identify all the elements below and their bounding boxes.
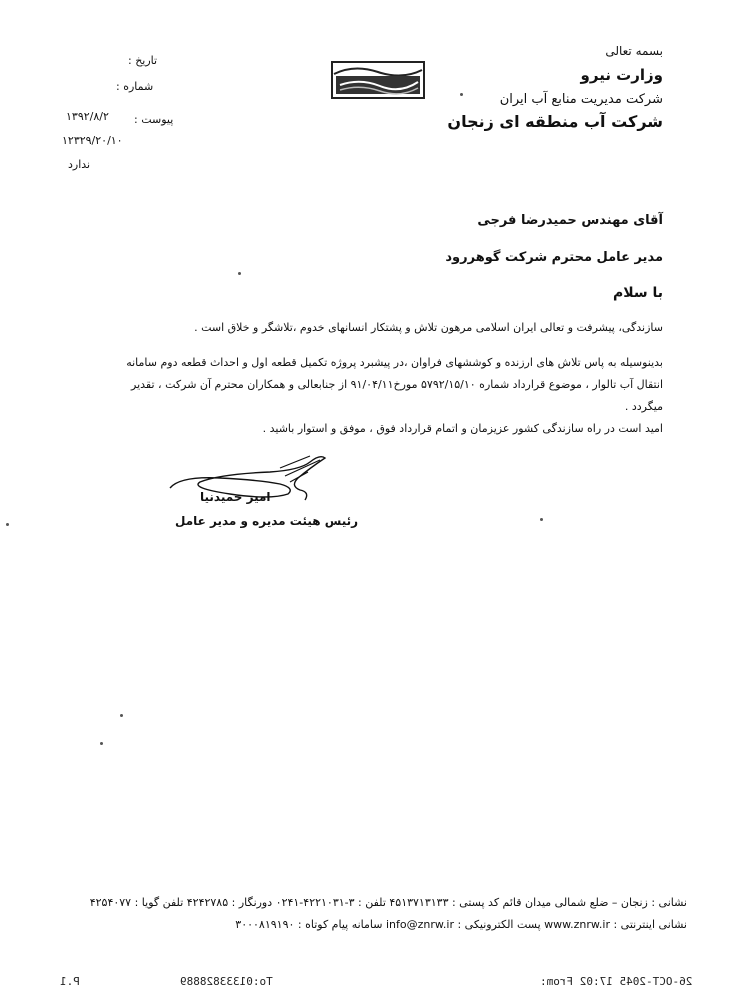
body-paragraph-1: سازندگی، پیشرفت و تعالی ایران اسلامی مرهون تلاش و پشتکار انسانهای خدوم ،تلاشگر و خلاق است . — [194, 321, 663, 334]
scan-speck — [120, 714, 123, 717]
attachment-value: ندارد — [68, 158, 91, 171]
attachment-label: پیوست : — [134, 113, 174, 126]
number-label: شماره : — [116, 80, 154, 93]
body-paragraph-2: بدینوسیله به پاس تلاش های ارزنده و کوششهای فراوان ،در پیشبرد پروژه تکمیل قطعه اول و احداث قطعه دوم سامانه انتقال آب تالوار ، موضوع قرارداد شماره ۵۷۹۲/۱۵/۱۰ مورخ۹۱/۰۴/۱۱ از جنابعالی و همکاران محترم آن شرکت ، تقدیر میگردد . — [126, 356, 663, 413]
ministry-name: وزارت نیرو — [580, 66, 663, 84]
number-value: ۱۲۳۲۹/۲۰/۱۰ — [62, 134, 123, 147]
scan-speck — [238, 272, 241, 275]
greeting: با سلام — [612, 285, 663, 301]
recipient-name: آقای مهندس حمیدرضا فرجی — [477, 213, 663, 228]
organization-logo — [330, 60, 426, 100]
signatory-name: امیر حمیدنیا — [200, 490, 271, 504]
footer-address: نشانی : زنجان – ضلع شمالی میدان قائم کد پستی : ۴۵۱۳۷۱۳۱۳۳ تلفن : ۳-۴۲۲۱۰۳۱-۰۲۴۱ دورنگار : ۴۲۴۲۷۸۵ تلفن گویا : ۴۲۵۴۰۷۷ — [89, 896, 687, 909]
recipient-title: مدیر عامل محترم شرکت گوهررود — [445, 250, 663, 265]
signatory-title: رئیس هیئت مدیره و مدیر عامل — [175, 514, 359, 528]
scan-speck — [6, 523, 9, 526]
scan-speck — [460, 93, 463, 96]
fax-page-number: P.1 — [60, 975, 80, 988]
fax-recipient-number: To:01333828889 — [180, 975, 273, 988]
scan-speck — [540, 518, 543, 521]
date-value: ۱۳۹۲/۸/۲ — [66, 110, 109, 123]
date-label: تاریخ : — [128, 54, 158, 67]
regional-company-name: شرکت آب منطقه ای زنجان — [447, 112, 663, 131]
fax-datetime: 26-OCT-2045 17:02 From: — [540, 975, 693, 988]
body-paragraph-3: امید است در راه سازندگی کشور عزیزمان و اتمام قرارداد فوق ، موفق و استوار باشید . — [262, 422, 663, 435]
basmala: بسمه تعالی — [605, 44, 663, 58]
handwritten-signature — [160, 448, 340, 518]
footer-contact: نشانی اینترنتی : www.znrw.ir پست الکترونیکی : info@znrw.ir سامانه پیام کوتاه : ۳۰۰۰۸۱۹۱۹۰ — [235, 918, 687, 931]
scan-speck — [100, 742, 103, 745]
company-name: شرکت مدیریت منابع آب ایران — [499, 92, 663, 107]
